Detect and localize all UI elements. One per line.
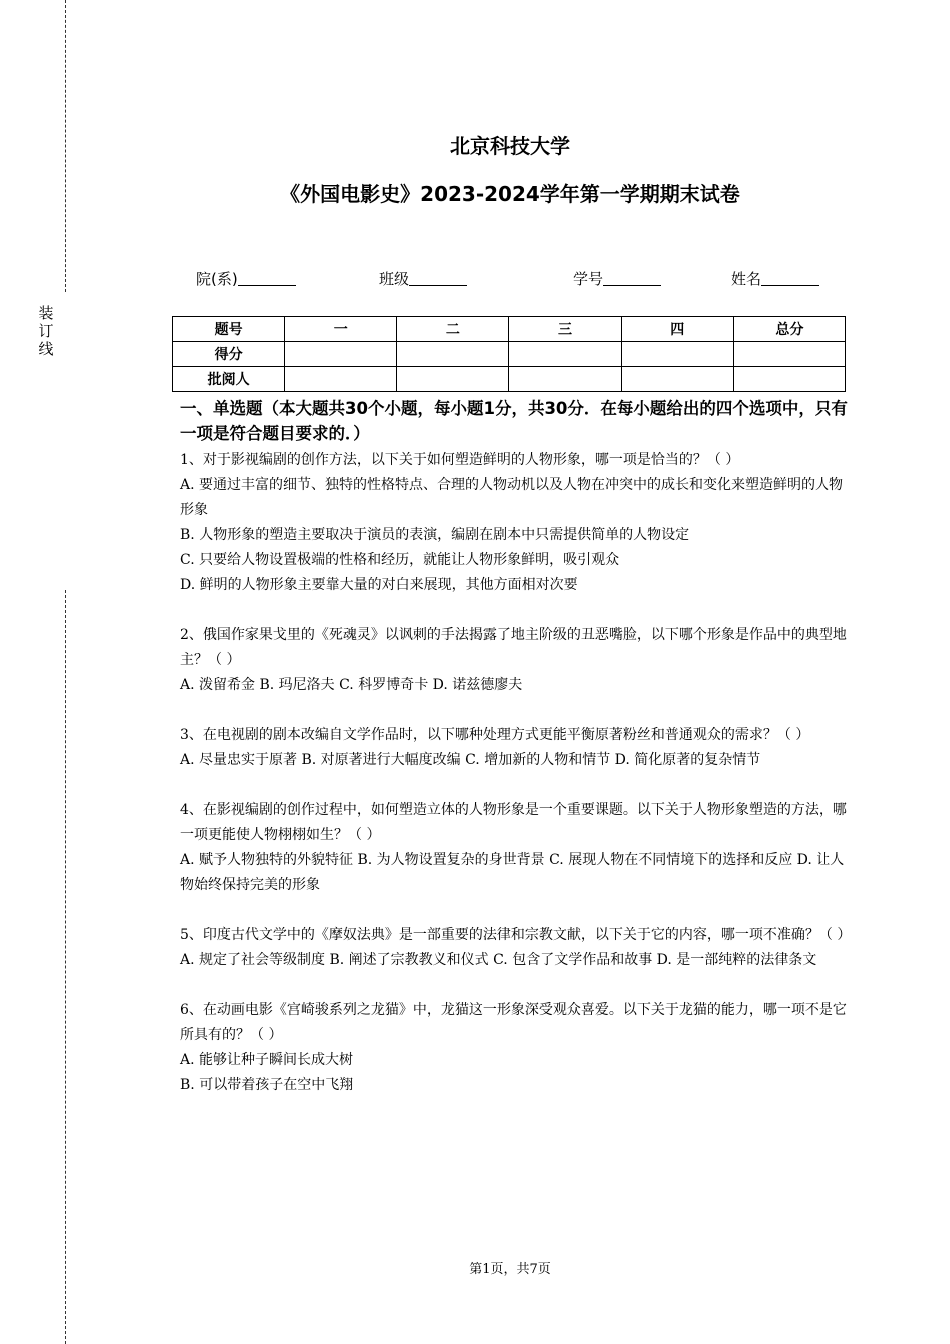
score-header-cell: 题号 — [173, 317, 285, 342]
score-table-row — [173, 367, 846, 392]
score-cell — [621, 367, 733, 392]
score-row-label: 得分 — [173, 342, 285, 367]
exam-content — [180, 396, 850, 1123]
score-header-cell: 一 — [285, 317, 397, 342]
question-options: A. 赋予人物独特的外貌特征 B. 为人物设置复杂的身世背景 C. 展现人物在不同情境下的选择和反应 D. 让人物始终保持完美的形象 — [180, 852, 845, 893]
student-id-blank — [603, 271, 661, 286]
score-cell — [397, 342, 509, 367]
score-header-cell: 二 — [397, 317, 509, 342]
department-field — [196, 268, 296, 289]
university-title: 北京科技大学 — [450, 134, 570, 158]
name-blank — [761, 271, 819, 286]
score-cell — [285, 342, 397, 367]
score-header-cell: 三 — [509, 317, 621, 342]
question-options: A. 泼留希金 B. 玛尼洛夫 C. 科罗博奇卡 D. 诺兹德廖夫 — [180, 677, 523, 693]
question-stem: 4、在影视编剧的创作过程中，如何塑造立体的人物形象是一个重要课题。以下关于人物形象塑造的方法，哪一项更能使人物栩栩如生？（ ） — [180, 802, 847, 843]
question-option: B. 人物形象的塑造主要取决于演员的表演，编剧在剧本中只需提供简单的人物设定 — [180, 527, 690, 543]
question-stem: 1、对于影视编剧的创作方法，以下关于如何塑造鲜明的人物形象，哪一项是恰当的？（ ） — [180, 452, 740, 468]
score-header-cell: 四 — [621, 317, 733, 342]
question-3 — [180, 723, 850, 773]
score-header-cell: 总分 — [733, 317, 845, 342]
department-label: 院(系) — [196, 270, 238, 288]
class-field — [379, 268, 467, 289]
score-row-label: 批阅人 — [173, 367, 285, 392]
question-5 — [180, 923, 850, 973]
department-blank — [238, 271, 296, 286]
question-stem: 3、在电视剧的剧本改编自文学作品时，以下哪种处理方式更能平衡原著粉丝和普通观众的需求？（ ） — [180, 727, 810, 743]
question-option: D. 鲜明的人物形象主要靠大量的对白来展现，其他方面相对次要 — [180, 577, 578, 593]
score-cell — [733, 367, 845, 392]
score-cell — [285, 367, 397, 392]
question-option: C. 只要给人物设置极端的性格和经历，就能让人物形象鲜明，吸引观众 — [180, 552, 620, 568]
binding-char: 装 — [38, 304, 54, 322]
exam-title: 《外国电影史》2023-2024学年第一学期期末试卷 — [280, 182, 740, 206]
binding-dashed-line-bottom — [65, 590, 66, 1344]
binding-label — [36, 304, 56, 358]
score-cell — [397, 367, 509, 392]
question-stem: 6、在动画电影《宫崎骏系列之龙猫》中，龙猫这一形象深受观众喜爱。以下关于龙猫的能力，哪一项不是它所具有的？（ ） — [180, 1002, 847, 1043]
page-number: 第1页，共7页 — [469, 1262, 551, 1277]
question-stem: 5、印度古代文学中的《摩奴法典》是一部重要的法律和宗教文献，以下关于它的内容，哪一项不准确？（ ） — [180, 927, 852, 943]
question-option: B. 可以带着孩子在空中飞翔 — [180, 1077, 354, 1093]
student-id-field — [573, 268, 661, 289]
score-cell — [509, 367, 621, 392]
question-6 — [180, 998, 850, 1098]
question-1 — [180, 448, 850, 598]
class-blank — [409, 271, 467, 286]
binding-char: 订 — [38, 322, 54, 340]
question-4 — [180, 798, 850, 898]
binding-char: 线 — [38, 340, 54, 358]
score-table-row — [173, 342, 846, 367]
question-options: A. 规定了社会等级制度 B. 阐述了宗教教义和仪式 C. 包含了文学作品和故事 D. 是一部纯粹的法律条文 — [180, 952, 817, 968]
name-field — [731, 268, 819, 289]
name-label: 姓名 — [731, 270, 762, 288]
question-option: A. 要通过丰富的细节、独特的性格特点、合理的人物动机以及人物在冲突中的成长和变化来塑造鲜明的人物形象 — [180, 477, 844, 518]
score-table-header-row — [173, 317, 846, 342]
question-2 — [180, 623, 850, 698]
student-id-label: 学号 — [573, 270, 604, 288]
question-stem: 2、俄国作家果戈里的《死魂灵》以讽刺的手法揭露了地主阶级的丑恶嘴脸，以下哪个形象是作品中的典型地主？（ ） — [180, 627, 847, 668]
question-option: A. 能够让种子瞬间长成大树 — [180, 1052, 354, 1068]
score-cell — [733, 342, 845, 367]
class-label: 班级 — [379, 270, 410, 288]
section-heading: 一、单选题（本大题共30个小题，每小题1分，共30分．在每小题给出的四个选项中，只有一项是符合题目要求的．） — [180, 399, 848, 443]
score-cell — [621, 342, 733, 367]
score-cell — [509, 342, 621, 367]
question-options: A. 尽量忠实于原著 B. 对原著进行大幅度改编 C. 增加新的人物和情节 D. 简化原著的复杂情节 — [180, 752, 761, 768]
score-table — [172, 316, 846, 392]
